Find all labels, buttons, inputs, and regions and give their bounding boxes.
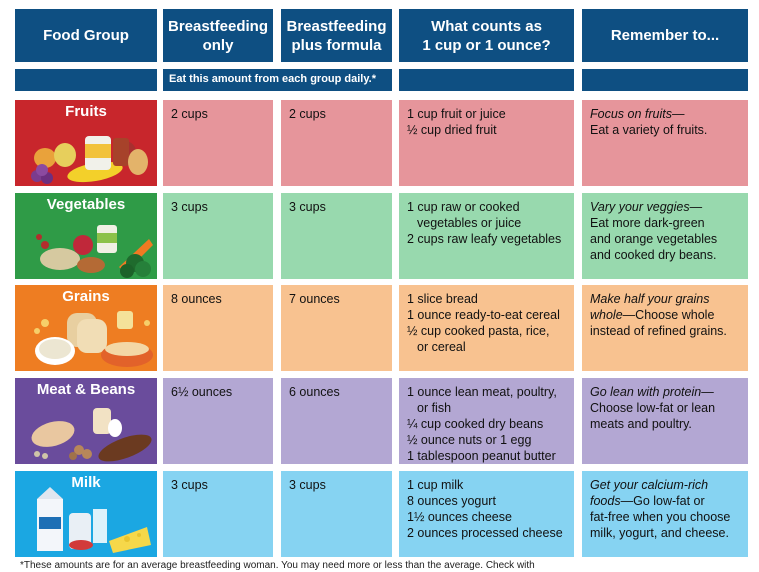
row-grains-remember-emphasis: Make half your grains	[590, 292, 710, 306]
row-vegetables-counts	[399, 193, 574, 279]
row-grains-bf-formula-value: 7 ounces	[289, 292, 340, 306]
header-breastfeeding-formula	[281, 9, 392, 62]
row-grains-counts	[399, 285, 574, 371]
subheader-daily-amount-label: Eat this amount from each group daily.*	[169, 73, 376, 85]
row-meat-beans-title: Meat & Beans	[36, 381, 136, 398]
row-milk-count-line: 2 ounces processed cheese	[407, 526, 563, 540]
row-vegetables-remember-emphasis: Vary your veggies	[590, 200, 690, 214]
row-milk-bf-formula-value: 3 cups	[289, 478, 326, 492]
row-grains-remember-emphasis2: whole	[590, 308, 623, 322]
row-meat-beans-count-line: ¼ cup cooked dry beans	[407, 417, 544, 431]
row-grains-count-line: 1 ounce ready-to-eat cereal	[407, 308, 560, 322]
header-what-counts-line1: What counts as	[431, 17, 542, 35]
row-milk-bf-only	[163, 471, 273, 557]
row-vegetables-title: Vegetables	[46, 196, 126, 213]
row-fruits-bf-only-value: 2 cups	[171, 107, 208, 121]
row-meat-beans-bf-only	[163, 378, 273, 464]
row-milk-remember-line: milk, yogurt, and cheese.	[590, 526, 729, 540]
row-fruits-bf-formula-value: 2 cups	[289, 107, 326, 121]
row-grains-bf-formula	[281, 285, 392, 371]
header-bf-formula-line1: Breastfeeding	[286, 17, 387, 35]
row-milk-remember-tail: Go low-fat or	[633, 494, 705, 508]
row-vegetables-remember-line: and cooked dry beans.	[590, 248, 717, 262]
row-grains-count-line: ½ cup cooked pasta, rice,	[407, 324, 550, 338]
row-meat-beans-remember-line: meats and poultry.	[590, 417, 692, 431]
row-meat-beans-remember-line: Choose low-fat or lean	[590, 401, 716, 415]
header-what-counts-line2: 1 cup or 1 ounce?	[422, 36, 551, 54]
header-bf-only-line2: only	[202, 36, 234, 54]
header-food-group-label: Food Group	[43, 27, 129, 44]
subheader-food-group-blank	[15, 69, 157, 91]
row-milk-remember-line: fat-free when you choose	[590, 510, 731, 524]
row-vegetables-bf-formula	[281, 193, 392, 279]
row-fruits-remember: Focus on fruits— Eat a variety of fruits.	[582, 100, 748, 186]
row-grains-bf-only	[163, 285, 273, 371]
row-meat-beans-bf-formula	[281, 378, 392, 464]
row-milk-count-line: 8 ounces yogurt	[407, 494, 496, 508]
row-milk-bf-formula	[281, 471, 392, 557]
row-grains-count-line: 1 slice bread	[407, 292, 478, 306]
row-fruits-remember-line: Eat a variety of fruits.	[590, 123, 708, 137]
row-milk-label	[15, 471, 157, 557]
row-grains-remember-tail: Choose whole	[635, 308, 715, 322]
header-remember-label: Remember to...	[610, 27, 720, 44]
header-bf-formula-line2: plus formula	[291, 36, 382, 54]
subheader-remember-blank	[582, 69, 748, 91]
row-vegetables-bf-only-value: 3 cups	[171, 200, 208, 214]
row-milk-remember-emphasis: Get your calcium-rich	[590, 478, 709, 492]
row-grains-label	[15, 285, 157, 371]
row-meat-beans-bf-only-value: 6½ ounces	[171, 385, 233, 399]
header-food-group	[15, 9, 157, 62]
row-fruits-title: Fruits	[65, 103, 107, 120]
row-fruits-bf-formula	[281, 100, 392, 186]
header-breastfeeding-only	[163, 9, 273, 62]
header-what-counts	[399, 9, 574, 62]
row-vegetables-count-line: vegetables or juice	[417, 216, 522, 230]
row-vegetables-bf-only	[163, 193, 273, 279]
row-meat-beans-remember: Go lean with protein— Choose low-fat or lean meats and poultry.	[582, 378, 748, 464]
row-meat-beans-counts	[399, 378, 574, 464]
row-milk-counts	[399, 471, 574, 557]
row-vegetables-count-line: 2 cups raw leafy vegetables	[407, 232, 562, 246]
row-vegetables-label	[15, 193, 157, 279]
row-meat-beans-count-line: 1 tablespoon peanut butter	[407, 449, 556, 463]
row-vegetables-remember-line: Eat more dark-green	[590, 216, 705, 230]
row-fruits-bf-only	[163, 100, 273, 186]
row-fruits-counts	[399, 100, 574, 186]
row-vegetables-bf-formula-value: 3 cups	[289, 200, 326, 214]
row-meat-beans-remember-emphasis: Go lean with protein	[590, 385, 702, 399]
row-vegetables-remember: Vary your veggies— Eat more dark-green and orange vegetables and cooked dry beans.	[582, 193, 748, 279]
header-bf-only-line1: Breastfeeding	[167, 17, 269, 35]
subheader-what-counts-blank	[399, 69, 574, 91]
row-milk-count-line: 1 cup milk	[407, 478, 464, 492]
row-milk-bf-only-value: 3 cups	[171, 478, 208, 492]
row-meat-beans-bf-formula-value: 6 ounces	[289, 385, 340, 399]
row-grains-title: Grains	[62, 288, 110, 305]
row-grains-count-line: or cereal	[417, 340, 466, 354]
row-vegetables-remember-line: and orange vegetables	[590, 232, 718, 246]
row-milk-remember: Get your calcium-rich foods—Go low-fat or fat-free when you choose milk, yogurt, and cheese.	[582, 471, 748, 557]
row-meat-beans-count-line: or fish	[417, 401, 452, 415]
row-fruits-label	[15, 100, 157, 186]
row-fruits-count-line: 1 cup fruit or juice	[407, 107, 506, 121]
row-fruits-remember-emphasis: Focus on fruits	[590, 107, 672, 121]
row-vegetables-count-line: 1 cup raw or cooked	[407, 200, 520, 214]
row-meat-beans-count-line: 1 ounce lean meat, poultry,	[407, 385, 557, 399]
row-milk-remember-emphasis2: foods	[590, 494, 621, 508]
footnote: *These amounts are for an average breastfeeding woman. You may need more or less than the average. Check with	[20, 560, 535, 571]
row-meat-beans-label	[15, 378, 157, 464]
row-grains-remember-line: instead of refined grains.	[590, 324, 727, 338]
row-milk-count-line: 1½ ounces cheese	[407, 510, 512, 524]
header-remember	[582, 9, 748, 62]
row-meat-beans-count-line: ½ ounce nuts or 1 egg	[407, 433, 532, 447]
row-fruits-count-line: ½ cup dried fruit	[407, 123, 497, 137]
subheader-daily-amount	[163, 69, 392, 91]
row-grains-remember: Make half your grains whole—Choose whole instead of refined grains.	[582, 285, 748, 371]
row-grains-bf-only-value: 8 ounces	[171, 292, 222, 306]
row-milk-title: Milk	[71, 474, 101, 491]
